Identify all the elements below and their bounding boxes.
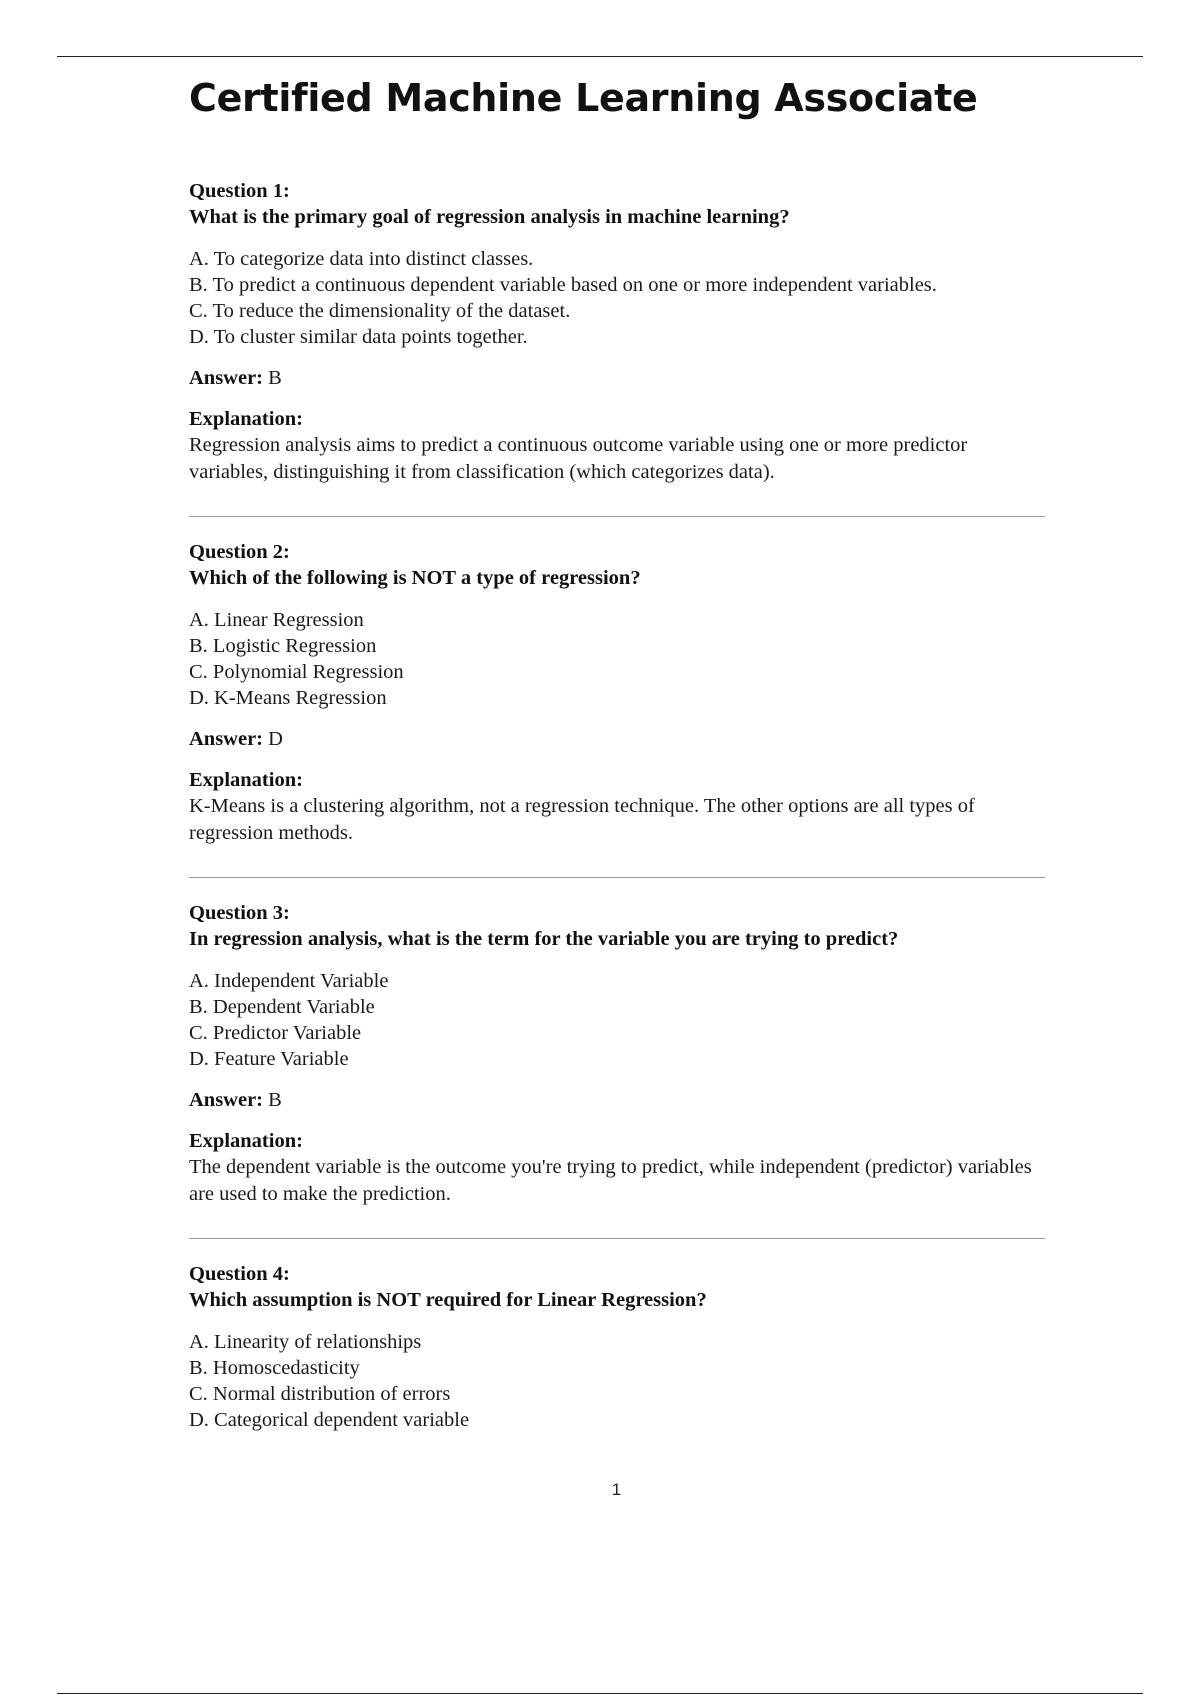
question-number: Question 1: [189, 180, 290, 202]
option-a: A. Linear Regression [189, 608, 364, 631]
option-c: C. Predictor Variable [189, 1022, 362, 1045]
page-number: 1 [611, 1480, 622, 1499]
explanation-block [189, 1128, 1049, 1207]
bottom-rule [57, 1693, 1143, 1694]
option-list [189, 968, 1049, 1073]
option-a: A. Independent Variable [189, 969, 389, 992]
option-c: C. Polynomial Regression [189, 661, 404, 684]
answer-line [189, 365, 1049, 391]
answer-value: D [268, 727, 283, 750]
question-block [189, 178, 1049, 485]
question-divider [189, 1238, 1045, 1239]
answer-line [189, 1087, 1049, 1113]
answer-value: B [268, 1088, 282, 1111]
option-b: B. Homoscedasticity [189, 1356, 360, 1379]
top-rule [57, 56, 1143, 57]
option-b: B. To predict a continuous dependent variable based on one or more independent variables. [189, 273, 937, 296]
option-c: C. To reduce the dimensionality of the dataset. [189, 300, 571, 323]
question-number: Question 3: [189, 901, 290, 924]
question-text: Which assumption is NOT required for Linear Regression? [189, 1289, 707, 1312]
explanation-text: Regression analysis aims to predict a continuous outcome variable using one or more predictor variables, distinguishing it from classification (which categorizes data). [189, 434, 968, 483]
option-list [189, 246, 1049, 351]
explanation-label: Explanation: [189, 1130, 303, 1153]
option-c: C. Normal distribution of errors [189, 1383, 451, 1406]
answer-label: Answer: [189, 1088, 264, 1111]
option-d: D. Feature Variable [189, 1048, 349, 1071]
option-list [189, 1329, 1049, 1434]
question-text: Which of the following is NOT a type of regression? [189, 567, 641, 590]
question-block [189, 539, 1049, 846]
option-b: B. Logistic Regression [189, 634, 377, 657]
option-a: A. Linearity of relationships [189, 1330, 422, 1353]
question-number: Question 4: [189, 1262, 290, 1285]
option-list [189, 607, 1049, 712]
answer-value: B [268, 366, 282, 389]
explanation-block [189, 406, 1049, 485]
explanation-label: Explanation: [189, 408, 303, 431]
question-block [189, 1261, 1049, 1434]
question-list [189, 178, 1049, 1434]
document-title: Certified Machine Learning Associate [189, 76, 978, 120]
question-number: Question 2: [189, 540, 290, 563]
answer-line [189, 726, 1049, 752]
explanation-label: Explanation: [189, 769, 303, 792]
answer-label: Answer: [189, 366, 264, 389]
question-text: In regression analysis, what is the term for the variable you are trying to predict? [189, 928, 899, 951]
answer-label: Answer: [189, 727, 264, 750]
explanation-text: The dependent variable is the outcome you're trying to predict, while independent (predictor) variables are used to make the prediction. [189, 1156, 1032, 1205]
option-d: D. To cluster similar data points together. [189, 326, 528, 349]
explanation-text: K-Means is a clustering algorithm, not a regression technique. The other options are all types of regression methods. [189, 795, 975, 844]
question-divider [189, 516, 1045, 517]
question-block [189, 900, 1049, 1207]
option-d: D. Categorical dependent variable [189, 1409, 470, 1432]
question-divider [189, 877, 1045, 878]
explanation-block [189, 767, 1049, 846]
option-b: B. Dependent Variable [189, 995, 375, 1018]
question-text: What is the primary goal of regression analysis in machine learning? [189, 206, 790, 229]
option-d: D. K-Means Regression [189, 687, 387, 710]
option-a: A. To categorize data into distinct classes. [189, 247, 534, 270]
